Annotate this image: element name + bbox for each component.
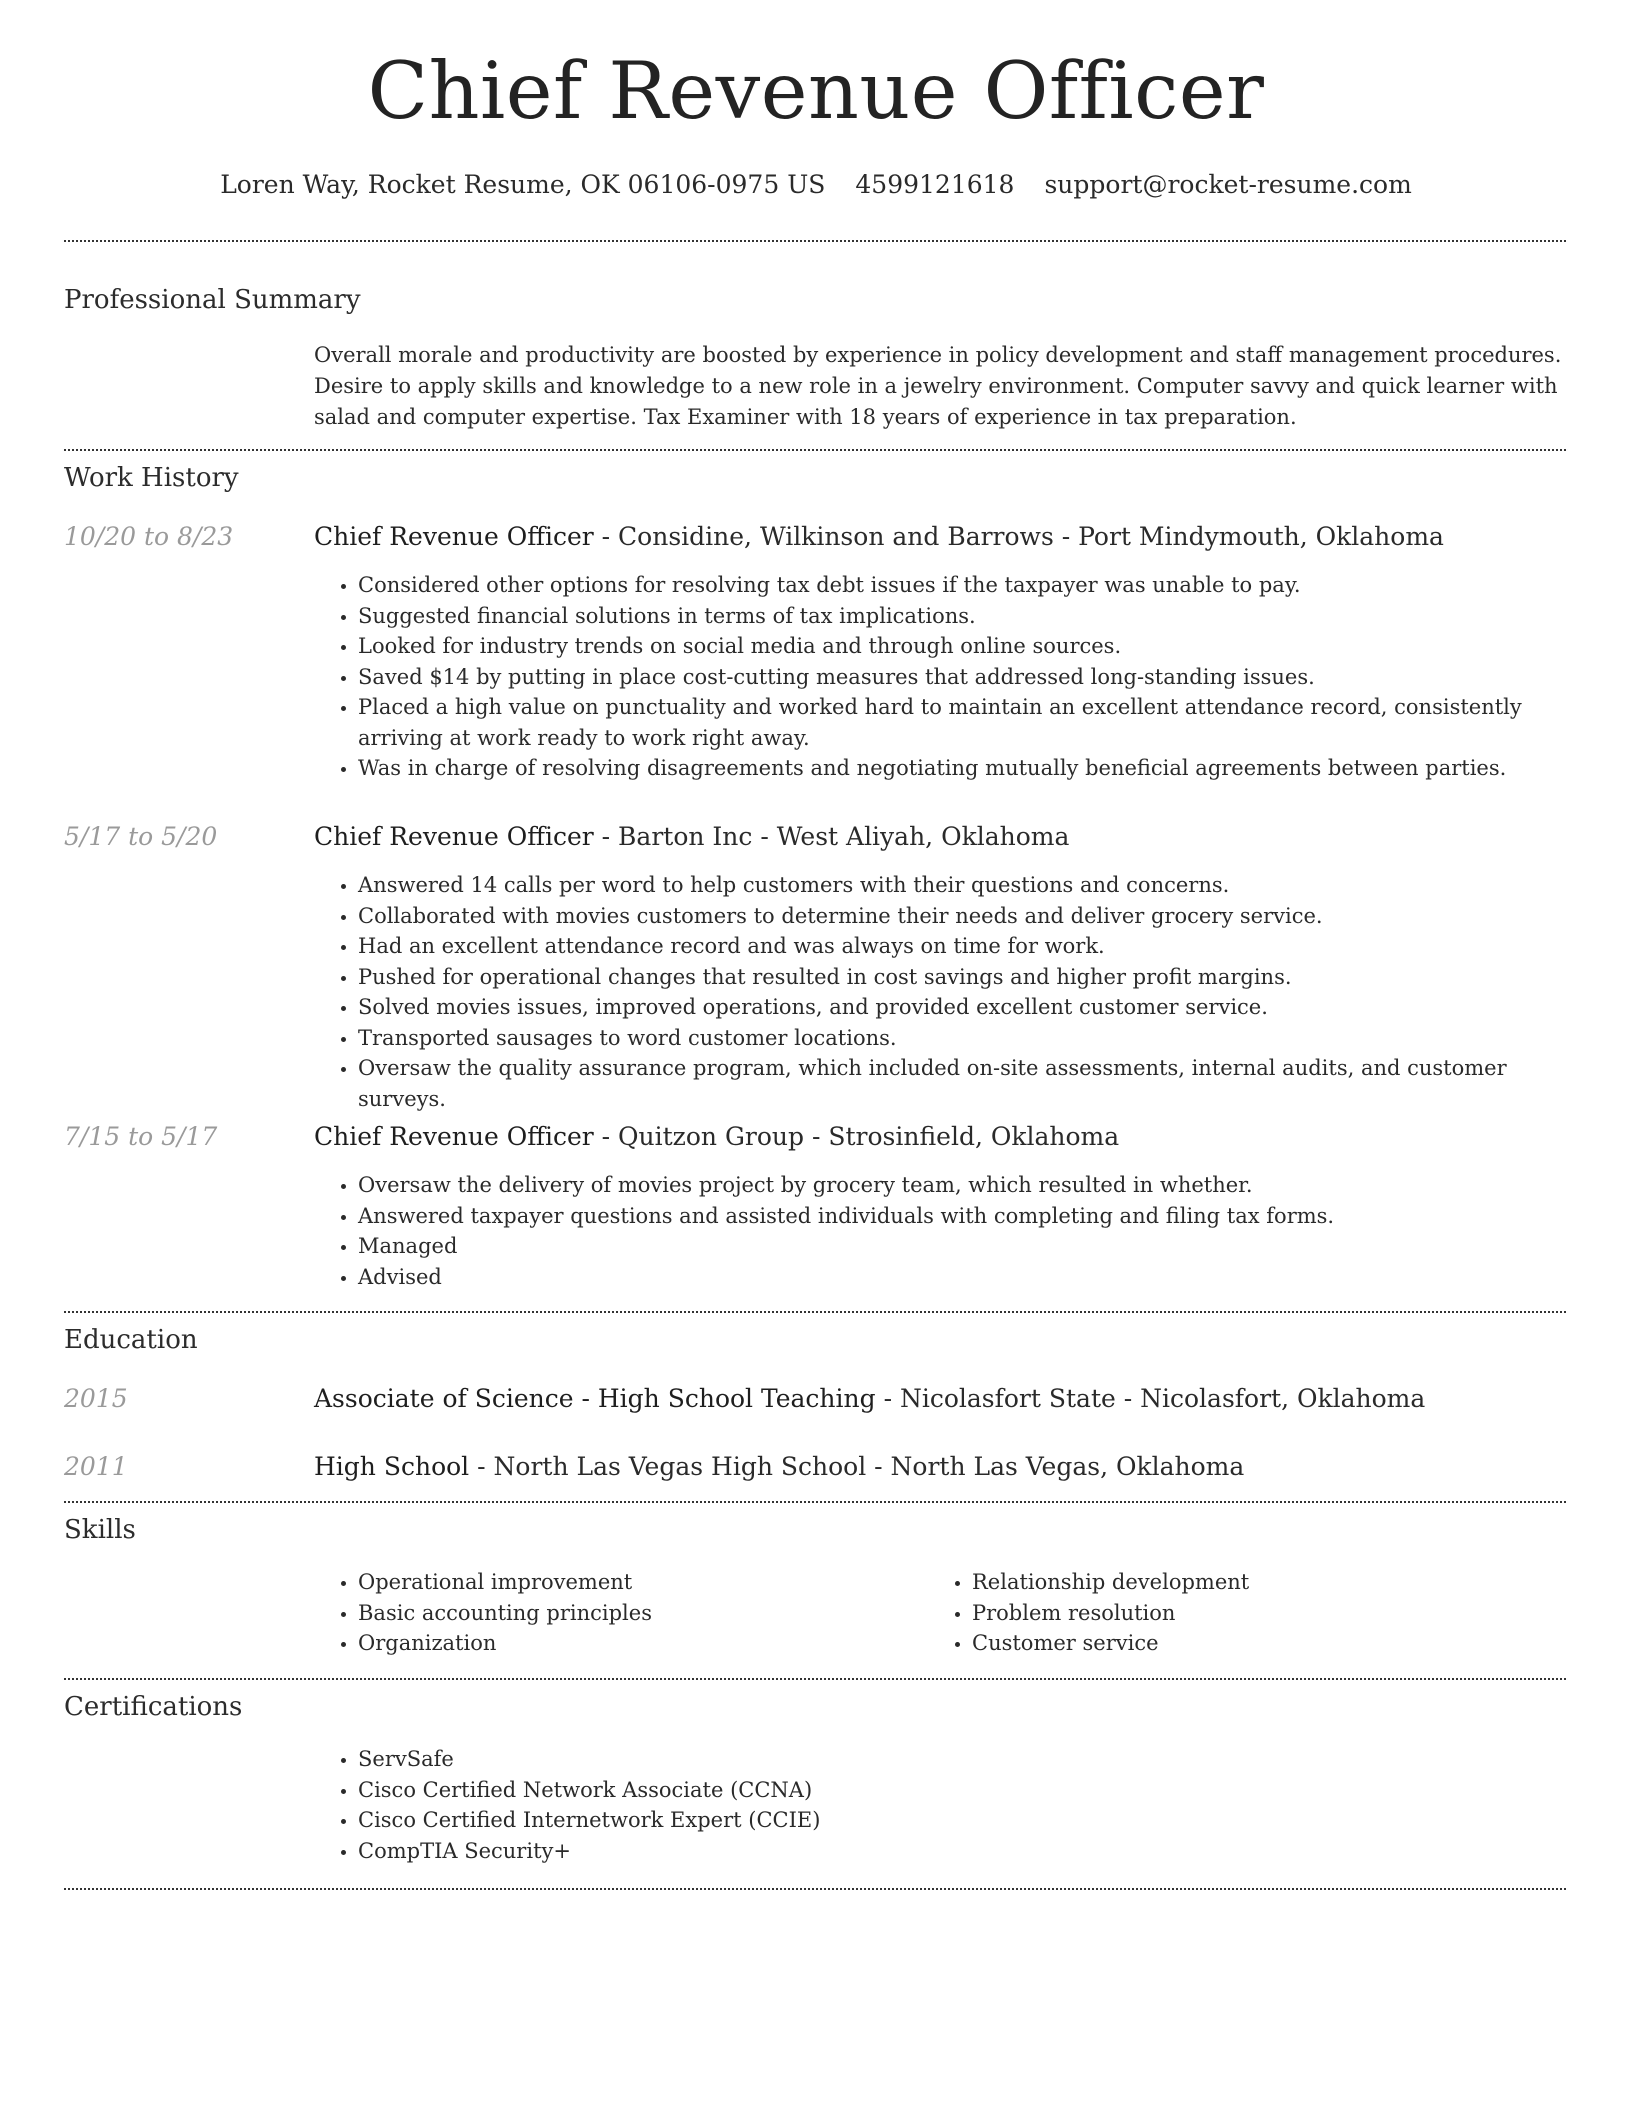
skills-list-left [314,1567,926,1659]
list-item: • Was in charge of resolving disagreements and negotiating mutually beneficial agreements between parties. [358,753,1566,784]
job-employer-location: - Barton Inc - West Aliyah, Oklahoma [593,822,1070,851]
job-title [314,1124,1119,1149]
skill-item: • Basic accounting principles [358,1598,926,1629]
certification-item: • ServSafe [358,1744,1566,1775]
job-title [314,524,1444,549]
contact-address: Loren Way, Rocket Resume, OK 06106-0975 US [220,170,826,199]
job-role: Chief Revenue Officer [314,822,594,851]
job-employer-location: - Quitzon Group - Strosinfield, Oklahoma [593,1122,1120,1151]
section-heading-skills: Skills [64,1515,136,1545]
resume-name: Chief Revenue Officer [367,45,1265,137]
skill-item: • Customer service [972,1628,1540,1659]
section-divider [64,1678,1566,1680]
job-bullets [314,570,1566,784]
job-dates: 7/15 to 5/17 [64,1122,218,1151]
education-school-location: - North Las Vegas High School - North Las Vegas, Oklahoma [469,1452,1245,1481]
list-item: • Transported sausages to word customer locations. [358,1023,1566,1054]
education-year: 2015 [64,1384,128,1413]
section-divider [64,1888,1566,1890]
education-year: 2011 [64,1452,128,1481]
education-school-location: - Nicolasfort State - Nicolasfort, Oklahoma [875,1384,1426,1413]
job-role: Chief Revenue Officer [314,522,594,551]
list-item: • Oversaw the delivery of movies project by grocery team, which resulted in whether. [358,1170,1566,1201]
section-divider [64,240,1566,242]
contact-line [0,172,1632,197]
section-heading-summary: Professional Summary [64,285,361,315]
list-item: • Had an excellent attendance record and was always on time for work. [358,931,1566,962]
list-item: • Managed [358,1231,1566,1262]
certification-item: • CompTIA Security+ [358,1836,1566,1867]
job-bullets [314,1170,1566,1292]
list-item: • Oversaw the quality assurance program, which included on-site assessments, internal audits, and customer surveys. [358,1053,1566,1114]
list-item: • Placed a high value on punctuality and worked hard to maintain an excellent attendance record, consistently arriving at work ready to work right away. [358,692,1566,753]
skill-item: • Operational improvement [358,1567,926,1598]
section-heading-education: Education [64,1325,198,1355]
list-item: • Answered 14 calls per word to help customers with their questions and concerns. [358,870,1566,901]
list-item: • Suggested financial solutions in terms of tax implications. [358,601,1566,632]
job-dates: 10/20 to 8/23 [64,522,234,551]
contact-phone: 4599121618 [855,170,1015,199]
section-heading-work: Work History [64,463,239,493]
skill-item: • Organization [358,1628,926,1659]
education-entry [314,1386,1425,1411]
job-bullets [314,870,1566,1114]
list-item: • Saved $14 by putting in place cost-cutting measures that addressed long-standing issues. [358,662,1566,693]
section-divider [64,1501,1566,1503]
job-dates: 5/17 to 5/20 [64,822,218,851]
certification-item: • Cisco Certified Internetwork Expert (CCIE) [358,1805,1566,1836]
job-role: Chief Revenue Officer [314,1122,594,1151]
list-item: • Looked for industry trends on social media and through online sources. [358,631,1566,662]
list-item: • Collaborated with movies customers to determine their needs and deliver grocery service. [358,901,1566,932]
education-degree: High School [314,1452,470,1481]
section-divider [64,1311,1566,1313]
job-employer-location: - Considine, Wilkinson and Barrows - Port Mindymouth, Oklahoma [593,522,1444,551]
list-item: • Solved movies issues, improved operations, and provided excellent customer service. [358,992,1566,1023]
skill-item: • Problem resolution [972,1598,1540,1629]
section-divider [64,449,1566,451]
list-item: • Pushed for operational changes that resulted in cost savings and higher profit margins. [358,962,1566,993]
education-entry [314,1454,1244,1479]
list-item: • Considered other options for resolving tax debt issues if the taxpayer was unable to pay. [358,570,1566,601]
summary-text: Overall morale and productivity are boosted by experience in policy development and staff management procedures. Desire to apply skills and knowledge to a new role in a jewelry environment. Computer savvy and quick learner with salad and computer expertise. Tax Examiner with 18 years of experience in tax preparation. [314,343,1562,429]
list-item: • Advised [358,1262,1566,1293]
certifications-list [314,1744,1566,1866]
skill-item: • Relationship development [972,1567,1540,1598]
list-item: • Answered taxpayer questions and assisted individuals with completing and filing tax forms. [358,1201,1566,1232]
job-title [314,824,1069,849]
education-degree: Associate of Science - High School Teaching [314,1384,876,1413]
contact-email: support@rocket-resume.com [1044,170,1412,199]
skills-list-right [928,1567,1540,1659]
certification-item: • Cisco Certified Network Associate (CCNA) [358,1775,1566,1806]
section-heading-certifications: Certifications [64,1692,243,1722]
